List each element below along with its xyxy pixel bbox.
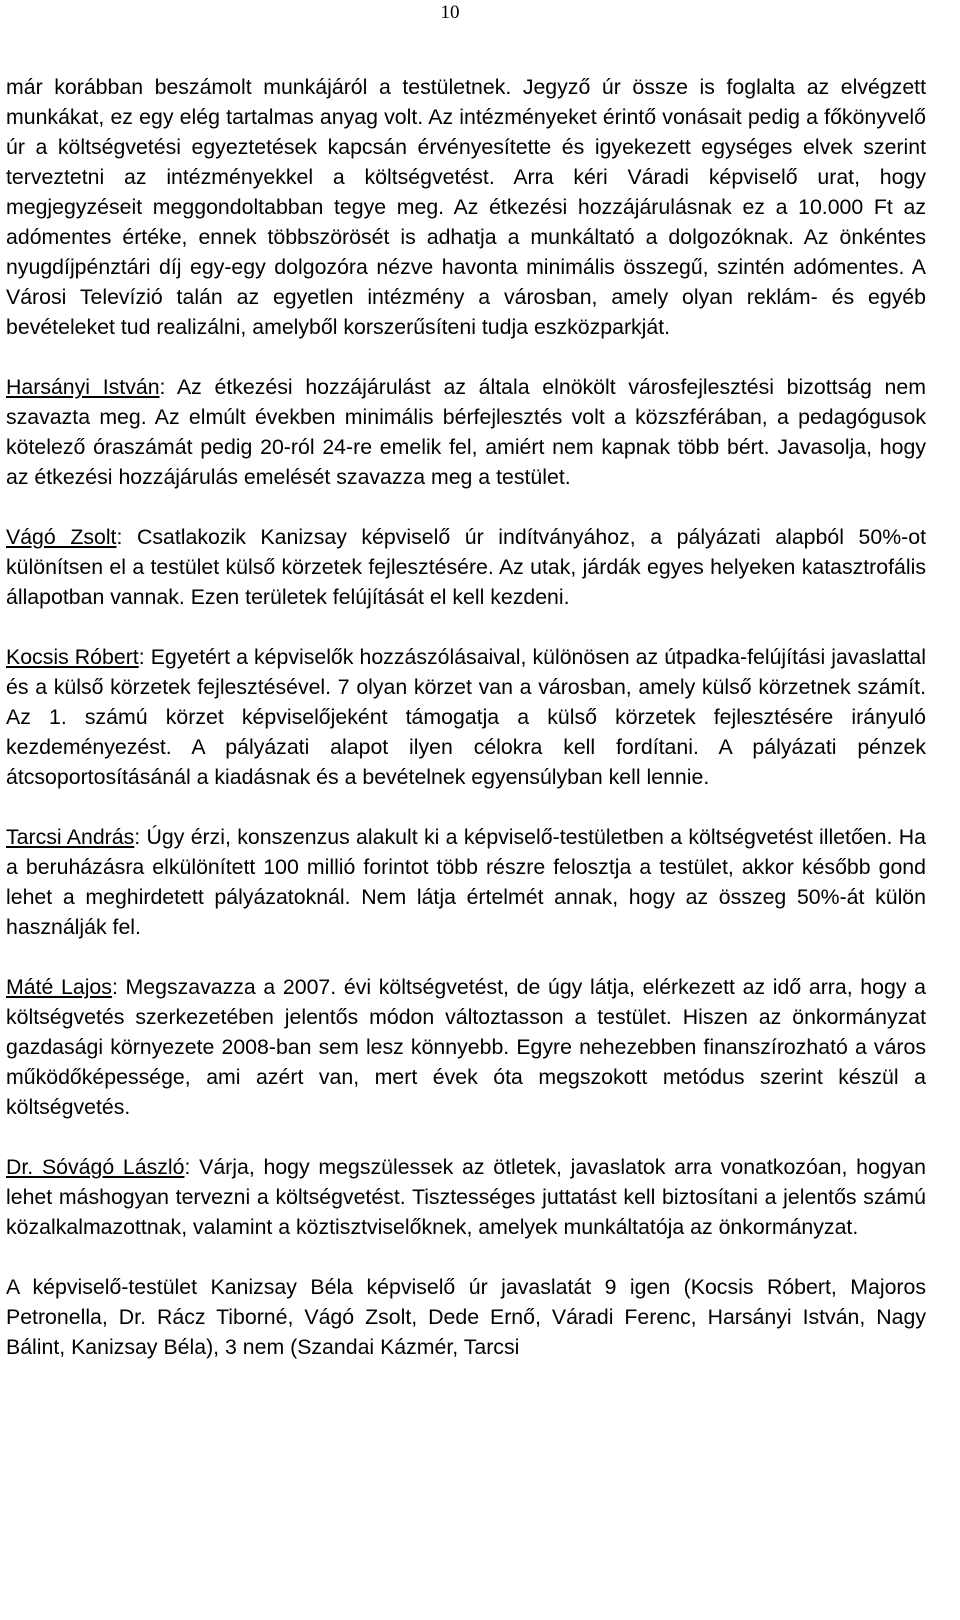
paragraph-vote [6,1272,926,1362]
paragraph-text: : Egyetért a képviselők hozzászólásaival, különösen az útpadka-felújítási javaslattal és a külső körzetek fejlesztésével. 7 olyan körzet van a városban, amely külső körzetnek számít. Az 1. számú körzet képviselőjeként támogatja a külső körzetek fejlesztésére irányuló kezdeményezést. A pályázati alapot ilyen célokra kell fordítani. A pályázati pénzek átcsoportosításánál a kiadásnak és a bevételnek egyensúlyban kell lennie. [6,645,926,789]
paragraph-text: : Úgy érzi, konszenzus alakult ki a képviselő-testületben a költségvetést illetően. Ha a beruházásra elkülönített 100 millió forintot több részre felosztja a testület, akkor később gond lehet a meghirdetett pályázatoknál. Nem látja értelmét annak, hogy az összeg 50%-át külön használják fel. [6,825,926,939]
paragraph-text: : Csatlakozik Kanizsay képviselő úr indítványához, a pályázati alapból 50%-ot különítsen el a testület külső körzetek fejlesztésére. Az utak, járdák egyes helyeken katasztrofális állapotban vannak. Ezen területek felújítását el kell kezdeni. [6,525,926,609]
speaker-name: Harsányi István [6,375,160,399]
document-body [6,72,926,1392]
speaker-name: Máté Lajos [6,975,112,999]
paragraph-text: : Az étkezési hozzájárulást az általa elnökölt városfejlesztési bizottság nem szavazta meg. Az elmúlt években minimális bérfejlesztés volt a közszférában, a pedagógusok kötelező óraszámát pedig 20-ról 24-re emelik fel, amiért nem kapnak több bért. Javasolja, hogy az étkezési hozzájárulás emelését szavazza meg a testület. [6,375,926,489]
page-number: 10 [440,2,460,23]
paragraph-harsanyi [6,372,926,492]
paragraph-text: már korábban beszámolt munkájáról a testületnek. Jegyző úr össze is foglalta az elvégzett munkákat, ez egy elég tartalmas anyag volt. Az intézményeket érintő vonásait pedig a főkönyvelő úr a költségvetési egyeztetések kapcsán érvényesítette és igyekezett egységes elvek szerint terveztetni az intézményekkel a költségvetést. Arra kéri Váradi képviselő urat, hogy megjegyzéseit meggondoltabban tegye meg. Az étkezési hozzájárulásnak ez a 10.000 Ft az adómentes értéke, ennek többszörösét is adhatja a munkáltató a dolgozóknak. Az önkéntes nyugdíjpénztári díj egy-egy dolgozóra nézve havonta minimális összegű, szintén adómentes. A Városi Televízió talán az egyetlen intézmény a városban, amely olyan reklám- és egyéb bevételeket tud realizálni, amelyből korszerűsíteni tudja eszközparkját. [6,75,926,339]
paragraph-tarcsi [6,822,926,942]
paragraph-intro [6,72,926,342]
paragraph-kocsis [6,642,926,792]
speaker-name: Kocsis Róbert [6,645,139,669]
paragraph-mate [6,972,926,1122]
paragraph-text: : Megszavazza a 2007. évi költségvetést, de úgy látja, elérkezett az idő arra, hogy a költségvetés szerkezetében jelentős módon változtasson a testület. Hiszen az önkormányzat gazdasági környezete 2008-ban sem lesz könnyebb. Egyre nehezebben finanszírozható a város működőképessége, ami azért van, mert évek óta megszokott metódus szerint készül a költségvetés. [6,975,927,1119]
speaker-name: Dr. Sóvágó László [6,1155,185,1179]
paragraph-text: : Várja, hogy megszülessek az ötletek, javaslatok arra vonatkozóan, hogyan lehet máshogyan tervezni a költségvetést. Tisztességes juttatást kell biztosítani a jelentős számú közalkalmazottnak, valamint a köztisztviselőknek, amelyek munkáltatója az önkormányzat. [6,1155,926,1239]
speaker-name: Tarcsi András [6,825,135,849]
paragraph-vago [6,522,926,612]
paragraph-text: A képviselő-testület Kanizsay Béla képviselő úr javaslatát 9 igen (Kocsis Róbert, Majoros Petronella, Dr. Rácz Tiborné, Vágó Zsolt, Dede Ernő, Váradi Ferenc, Harsányi István, Nagy Bálint, Kanizsay Béla), 3 nem (Szandai Kázmér, Tarcsi [6,1275,926,1359]
paragraph-sovago [6,1152,926,1242]
speaker-name: Vágó Zsolt [6,525,117,549]
